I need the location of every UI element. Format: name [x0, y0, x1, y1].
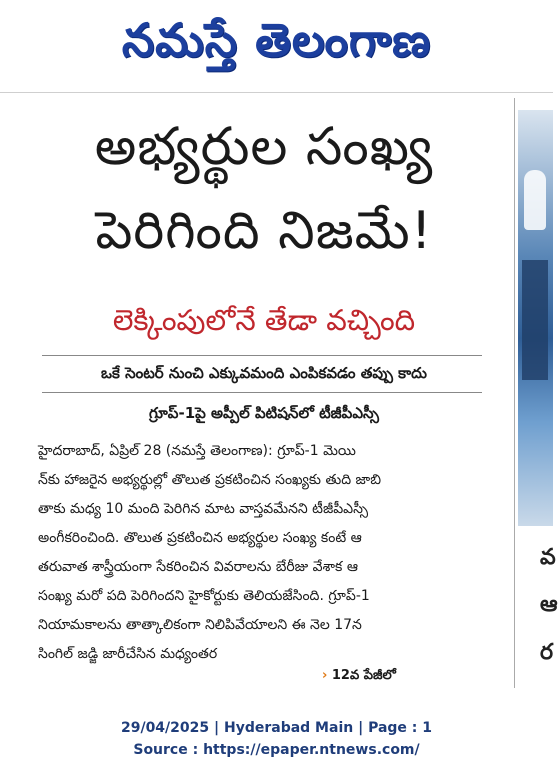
body-line: తరువాత శాస్త్రీయంగా సేకరించిన వివరాలను బేరీజు వేశాక ఆ — [38, 559, 358, 575]
kicker-line-2: గ్రూప్-1పై అప్పీల్ పిటిషన్‌లో టీజీపీఎస్సీ — [149, 404, 379, 422]
divider — [42, 392, 482, 393]
adjacent-text-char: వ — [540, 545, 556, 570]
body-line: న్‌కు హాజరైన అభ్యర్థుల్లో తొలుత ప్రకటించిన సంఖ్యకు తుది జాబి — [38, 472, 381, 488]
body-line: హైదరాబాద్, ఏప్రిల్ 28 (నమస్తే తెలంగాణ): గ్రూప్-1 మెయి — [38, 443, 356, 459]
photo-figure-head — [524, 170, 546, 230]
divider — [42, 355, 482, 356]
adjacent-text-char: ర — [540, 640, 554, 665]
continued-label: 12వ పేజీలో — [331, 668, 396, 683]
article-body — [38, 437, 500, 669]
subheadline: లెక్కింపులోనే తేడా వచ్చింది — [112, 303, 416, 337]
kicker-line-1: ఒకే సెంటర్ నుంచి ఎక్కువమంది ఎంపికవడం తప్పు కాదు — [101, 364, 427, 382]
headline-line-2: పెరిగింది నిజమే! — [95, 201, 433, 261]
masthead-divider — [0, 92, 553, 93]
masthead — [0, 0, 553, 92]
body-line: సింగిల్ జడ్జి జారీచేసిన మధ్యంతర — [38, 646, 218, 662]
body-line: సంఖ్య మరో పది పెరిగిందని హైకోర్టుకు తెలియజేసింది. గ్రూప్-1 — [38, 588, 370, 604]
body-line: నియామకాలను తాత్కాలికంగా నిలిపివేయాలని ఈ నెల 17న — [38, 617, 362, 633]
photo-figure-body — [522, 260, 548, 380]
adjacent-text-char: ఆ — [540, 592, 558, 617]
chevron-right-icon: › — [322, 668, 328, 683]
masthead-title: నమస్తే తెలంగాణ — [121, 13, 432, 67]
continued-on-page[interactable] — [322, 668, 396, 686]
source-link[interactable]: Source : https://epaper.ntnews.com/ — [133, 742, 420, 758]
edition-info: 29/04/2025 | Hyderabad Main | Page : 1 — [120, 720, 433, 736]
body-line: తాకు మధ్య 10 మంది పెరిగిన మాట వాస్తవమేనని టీజీపీఎస్సీ — [38, 501, 369, 517]
headline-line-1: అభ్యర్థుల సంఖ్య — [94, 117, 434, 177]
body-line: అంగీకరించింది. తొలుత ప్రకటించిన అభ్యర్థుల సంఖ్య కంటే ఆ — [38, 530, 362, 546]
adjacent-photo — [518, 110, 553, 526]
footer — [0, 717, 553, 761]
